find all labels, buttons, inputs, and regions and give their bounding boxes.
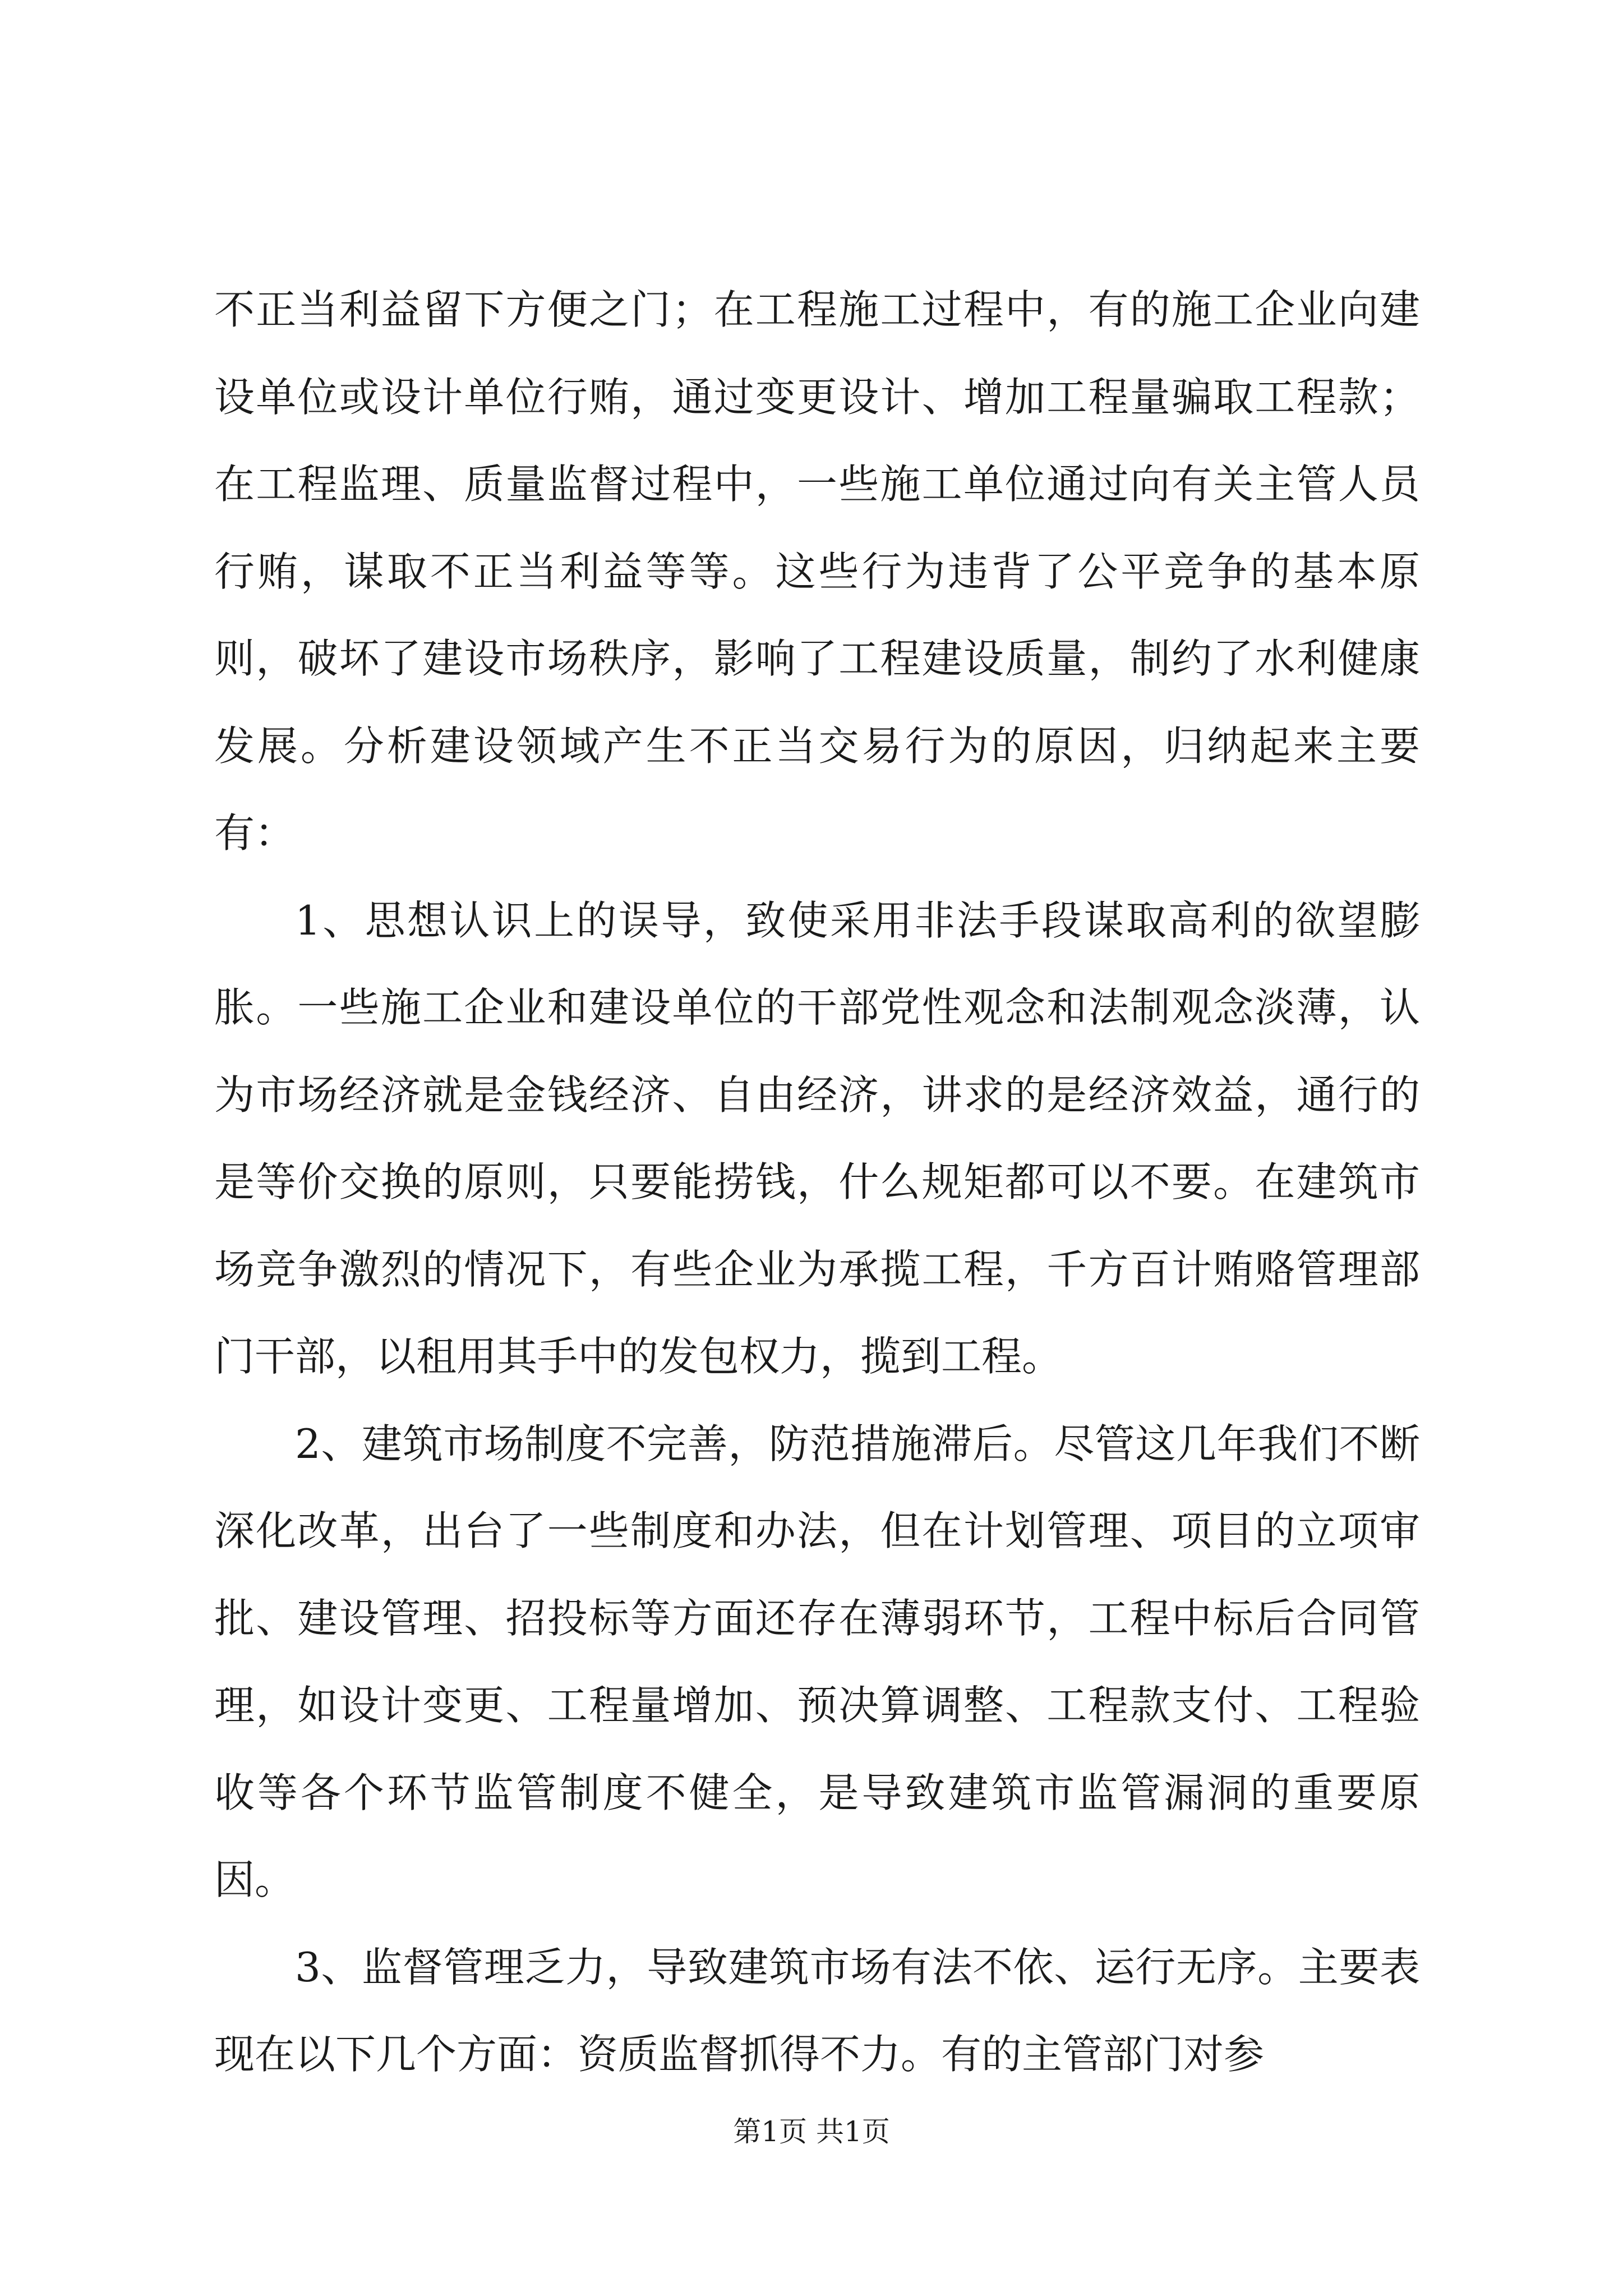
paragraph-point-1: 1、思想认识上的误导，致使采用非法手段谋取高利的欲望膨胀。一些施工企业和建设单位的干部党性观念和法制观念淡薄，认为市场经济就是金钱经济、自由经济，讲求的是经济效益，通行的是等价交换的原则，只要能捞钱，什么规矩都可以不要。在建筑市场竞争激烈的情况下，有些企业为承揽工程，千方百计贿赂管理部门干部，以租用其手中的发包权力，揽到工程。 (214, 896, 1420, 1380)
paragraph-point-3: 3、监督管理乏力，导致建筑市场有法不依、运行无序。主要表现在以下几个方面：资质监督抓得不力。有的主管部门对参 (214, 1943, 1420, 2078)
paragraph-point-2: 2、建筑市场制度不完善，防范措施滞后。尽管这几年我们不断深化改革，出台了一些制度和办法，但在计划管理、项目的立项审批、建设管理、招投标等方面还存在薄弱环节，工程中标后合同管理，如设计变更、工程量增加、预决算调整、工程款支付、工程验收等各个环节监管制度不健全，是导致建筑市监管漏洞的重要原因。 (214, 1420, 1420, 1903)
page-footer: 第1页 共1页 (733, 2115, 890, 2148)
body-text (214, 266, 1420, 2099)
paragraph-continuation: 不正当利益留下方便之门；在工程施工过程中，有的施工企业向建设单位或设计单位行贿，通过变更设计、增加工程量骗取工程款；在工程监理、质量监督过程中，一些施工单位通过向有关主管人员行贿，谋取不正当利益等等。这些行为违背了公平竞争的基本原则，破坏了建设市场秩序，影响了工程建设质量，制约了水利健康发展。分析建设领域产生不正当交易行为的原因，归纳起来主要有： (214, 286, 1420, 857)
